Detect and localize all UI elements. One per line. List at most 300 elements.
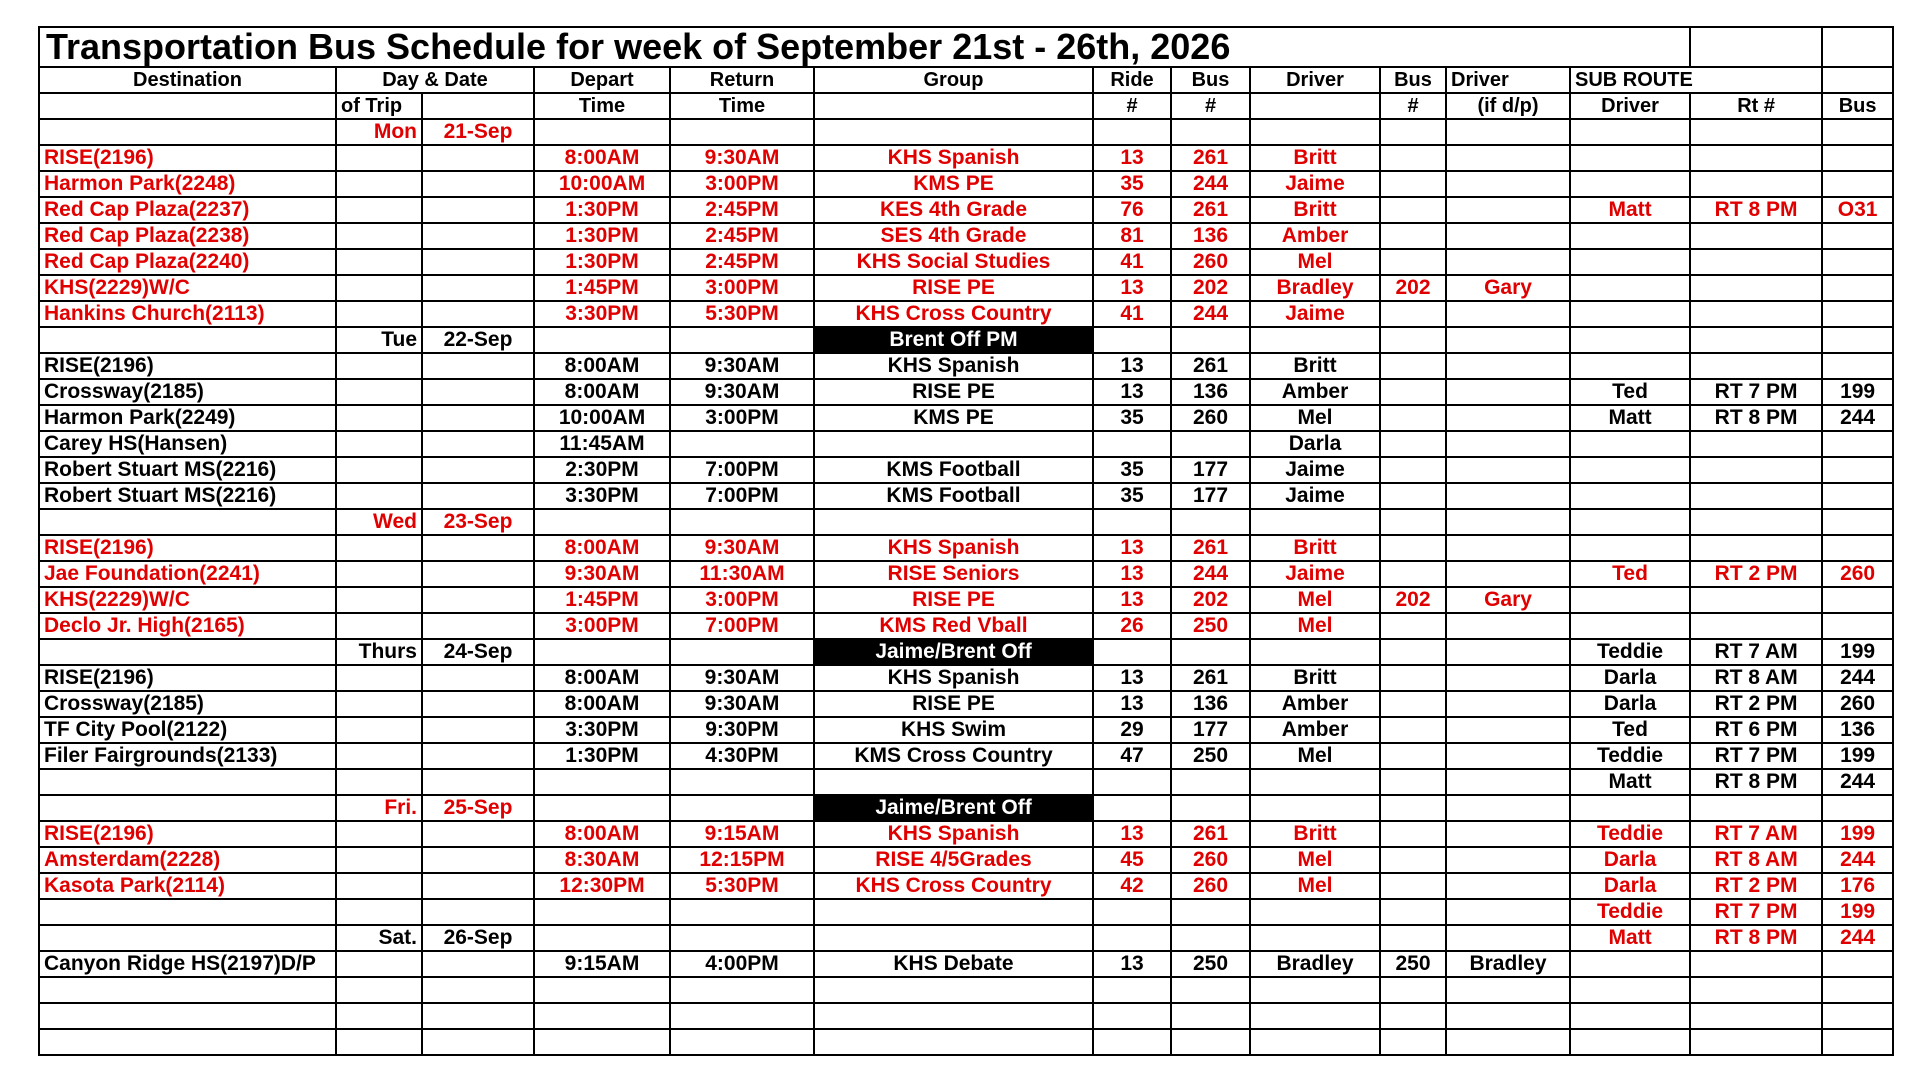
destination: Red Cap Plaza(2238) [39,223,336,249]
depart-time: 8:00AM [534,821,670,847]
sub-bus: 244 [1822,769,1893,795]
dp-bus-number [1380,535,1446,561]
sub-route-number: RT 2 PM [1690,561,1822,587]
header-blank [39,93,336,119]
blank-cell [422,665,534,691]
ride-number: 47 [1093,743,1171,769]
header-row-2 [39,93,1893,119]
sub-bus [1822,951,1893,977]
header-ride-num: # [1093,93,1171,119]
depart-time: 9:30AM [534,561,670,587]
blank-cell [422,717,534,743]
dp-bus-number [1380,561,1446,587]
blank-cell [422,821,534,847]
driver: Britt [1250,197,1380,223]
day-row [39,327,1893,353]
bus-number: 260 [1171,405,1250,431]
blank-cell [1093,119,1171,145]
header-depart: Depart [534,67,670,93]
header-return: Return [670,67,814,93]
sub-bus: O31 [1822,197,1893,223]
blank-cell [1093,1003,1171,1029]
driver: Amber [1250,717,1380,743]
return-time: 7:00PM [670,483,814,509]
blank-cell [336,483,422,509]
blank-cell [336,353,422,379]
blank-cell [336,301,422,327]
return-time: 3:00PM [670,405,814,431]
ride-number: 13 [1093,145,1171,171]
sub-driver: Matt [1570,197,1690,223]
ride-number [1093,769,1171,795]
blank-cell [670,795,814,821]
sub-route-number: RT 8 AM [1690,847,1822,873]
sub-bus: 244 [1822,665,1893,691]
sub-driver: Darla [1570,691,1690,717]
bus-number: 250 [1171,613,1250,639]
return-time: 9:30AM [670,665,814,691]
day-row [39,119,1893,145]
sub-driver [1570,457,1690,483]
blank-cell [670,1003,814,1029]
destination: Amsterdam(2228) [39,847,336,873]
header-bus-num: # [1171,93,1250,119]
bus-number: 261 [1171,535,1250,561]
blank-cell [422,379,534,405]
driver: Mel [1250,405,1380,431]
day-name: Sat. [336,925,422,951]
return-time: 2:45PM [670,249,814,275]
driver [1250,769,1380,795]
dp-driver [1446,743,1570,769]
sub-driver [1570,171,1690,197]
sub-route-number [1690,353,1822,379]
trip-row [39,561,1893,587]
destination: RISE(2196) [39,821,336,847]
blank-cell [422,301,534,327]
driver: Amber [1250,691,1380,717]
bus-number: 261 [1171,145,1250,171]
blank-cell [1171,1029,1250,1055]
blank-cell [1446,977,1570,1003]
dp-bus-number: 202 [1380,275,1446,301]
blank-cell [39,795,336,821]
destination: Harmon Park(2248) [39,171,336,197]
blank-cell [1171,327,1250,353]
trip-row [39,171,1893,197]
blank-cell [336,145,422,171]
dp-driver [1446,197,1570,223]
driver: Britt [1250,353,1380,379]
blank-cell [422,769,534,795]
blank-cell [39,1003,336,1029]
destination: RISE(2196) [39,665,336,691]
depart-time: 8:00AM [534,145,670,171]
bus-number [1171,769,1250,795]
blank-cell [336,223,422,249]
dp-bus-number [1380,379,1446,405]
blank-cell [422,951,534,977]
sub-route-number: RT 8 PM [1690,405,1822,431]
dp-driver: Gary [1446,587,1570,613]
destination [39,769,336,795]
blank-cell [422,197,534,223]
day-row [39,795,1893,821]
destination: Red Cap Plaza(2240) [39,249,336,275]
blank-cell [336,951,422,977]
driver: Mel [1250,743,1380,769]
dp-bus-number [1380,613,1446,639]
ride-number: 29 [1093,717,1171,743]
group: KHS Spanish [814,535,1093,561]
destination: Canyon Ridge HS(2197)D/P [39,951,336,977]
sub-driver: Matt [1570,405,1690,431]
ride-number [1093,431,1171,457]
destination: RISE(2196) [39,353,336,379]
blank-cell [422,275,534,301]
trip-row [39,873,1893,899]
group: KHS Cross Country [814,301,1093,327]
destination: Carey HS(Hansen) [39,431,336,457]
destination: KHS(2229)W/C [39,587,336,613]
sub-bus: 244 [1822,405,1893,431]
sub-driver: Darla [1570,873,1690,899]
return-time: 2:45PM [670,223,814,249]
bus-number: 177 [1171,483,1250,509]
group [814,431,1093,457]
blank-cell [1690,1029,1822,1055]
group: KHS Spanish [814,353,1093,379]
dp-driver [1446,379,1570,405]
blank-cell [336,379,422,405]
bus-number: 202 [1171,275,1250,301]
destination: Crossway(2185) [39,691,336,717]
sub-route-number: RT 2 PM [1690,873,1822,899]
driver: Bradley [1250,951,1380,977]
blank-cell [1250,1003,1380,1029]
ride-number: 13 [1093,691,1171,717]
header-bus: Bus [1171,67,1250,93]
header-sub-driver: Driver [1570,93,1690,119]
header-row-1 [39,67,1893,93]
sub-bus [1822,223,1893,249]
header-blank [1250,93,1380,119]
blank-cell [422,145,534,171]
sub-route-number: RT 2 PM [1690,691,1822,717]
ride-number: 13 [1093,353,1171,379]
blank-cell [422,457,534,483]
day-name: Fri. [336,795,422,821]
blank-cell [1093,977,1171,1003]
trip-row [39,613,1893,639]
blank-cell [670,639,814,665]
blank-cell [1171,1003,1250,1029]
depart-time [534,769,670,795]
trip-row [39,587,1893,613]
sub-route-number [1690,613,1822,639]
return-time: 9:30AM [670,145,814,171]
blank-cell [1380,1029,1446,1055]
sub-driver: Ted [1570,561,1690,587]
bus-number [1171,431,1250,457]
trip-row [39,223,1893,249]
destination: RISE(2196) [39,145,336,171]
depart-time: 1:45PM [534,587,670,613]
sub-driver: Matt [1570,769,1690,795]
depart-time: 1:30PM [534,197,670,223]
sub-bus [1822,535,1893,561]
day-date: 23-Sep [422,509,534,535]
blank-cell [1171,119,1250,145]
blank-cell [1171,925,1250,951]
sub-driver [1570,483,1690,509]
return-time: 3:00PM [670,587,814,613]
blank-cell [534,977,670,1003]
sub-route-number [1690,795,1822,821]
blank-cell [814,119,1093,145]
sub-driver [1570,951,1690,977]
bus-number: 261 [1171,821,1250,847]
sub-route-number [1690,457,1822,483]
blank-row [39,977,1893,1003]
sub-route-number: RT 7 PM [1690,899,1822,925]
blank-cell [336,769,422,795]
sub-driver [1570,275,1690,301]
ride-number: 13 [1093,535,1171,561]
destination: Hankins Church(2113) [39,301,336,327]
blank-cell [336,873,422,899]
blank-cell [1250,795,1380,821]
dp-bus-number [1380,665,1446,691]
dp-bus-number [1380,769,1446,795]
sub-route-number: RT 7 AM [1690,639,1822,665]
blank-cell [336,249,422,275]
depart-time: 9:15AM [534,951,670,977]
driver: Darla [1250,431,1380,457]
schedule-table [38,26,1894,1056]
blank-cell [1690,977,1822,1003]
blank-cell [1446,509,1570,535]
return-time [670,899,814,925]
blank-cell [336,171,422,197]
trip-row [39,483,1893,509]
blank-cell [670,119,814,145]
header-bus-2: Bus [1380,67,1446,93]
sub-bus: 260 [1822,561,1893,587]
title-row [39,27,1893,67]
blank-cell [336,457,422,483]
dp-bus-number [1380,457,1446,483]
blank-cell [39,119,336,145]
sub-route-number: RT 8 PM [1690,197,1822,223]
dp-driver [1446,691,1570,717]
off-banner: Jaime/Brent Off [814,639,1093,665]
trip-row [39,275,1893,301]
return-time: 9:30AM [670,353,814,379]
dp-bus-number [1380,847,1446,873]
driver: Mel [1250,847,1380,873]
sub-bus: 136 [1822,717,1893,743]
group: KMS Cross Country [814,743,1093,769]
sub-route-number [1690,587,1822,613]
header-return-time: Time [670,93,814,119]
blank-cell [814,1029,1093,1055]
destination: Kasota Park(2114) [39,873,336,899]
dp-driver [1446,223,1570,249]
sub-bus [1822,327,1893,353]
blank-cell [1570,1029,1690,1055]
header-destination: Destination [39,67,336,93]
dp-bus-number: 202 [1380,587,1446,613]
dp-driver [1446,145,1570,171]
blank-cell [1380,977,1446,1003]
group: RISE PE [814,379,1093,405]
depart-time [534,899,670,925]
day-row [39,639,1893,665]
blank-cell [1446,1003,1570,1029]
blank-row [39,1029,1893,1055]
blank-cell [1093,1029,1171,1055]
depart-time: 3:00PM [534,613,670,639]
day-date: 26-Sep [422,925,534,951]
title-blank-cell [1822,27,1893,67]
group: RISE Seniors [814,561,1093,587]
group: KHS Spanish [814,821,1093,847]
blank-cell [670,327,814,353]
sub-bus [1822,587,1893,613]
depart-time: 1:45PM [534,275,670,301]
blank-row [39,1003,1893,1029]
bus-number: 177 [1171,457,1250,483]
bus-number: 202 [1171,587,1250,613]
dp-driver [1446,249,1570,275]
blank-cell [336,691,422,717]
destination: Declo Jr. High(2165) [39,613,336,639]
sub-bus: 199 [1822,899,1893,925]
blank-cell [1446,1029,1570,1055]
trip-row [39,197,1893,223]
depart-time: 1:30PM [534,223,670,249]
ride-number [1093,899,1171,925]
sub-driver: Matt [1570,925,1690,951]
header-if-dp: (if d/p) [1446,93,1570,119]
blank-cell [1250,119,1380,145]
blank-cell [422,587,534,613]
blank-cell [336,587,422,613]
blank-cell [336,197,422,223]
ride-number: 35 [1093,457,1171,483]
ride-number: 13 [1093,951,1171,977]
sub-bus [1822,275,1893,301]
group [814,769,1093,795]
sub-bus [1822,301,1893,327]
blank-cell [336,1003,422,1029]
destination: KHS(2229)W/C [39,275,336,301]
bus-number: 260 [1171,873,1250,899]
dp-bus-number [1380,353,1446,379]
day-date: 24-Sep [422,639,534,665]
sub-driver [1570,613,1690,639]
bus-number: 250 [1171,951,1250,977]
sub-route-number: RT 7 PM [1690,379,1822,405]
blank-cell [1446,639,1570,665]
sub-route-number: RT 7 PM [1690,743,1822,769]
depart-time: 1:30PM [534,249,670,275]
sub-bus [1822,509,1893,535]
blank-cell [1380,1003,1446,1029]
driver: Britt [1250,145,1380,171]
group: RISE 4/5Grades [814,847,1093,873]
driver: Britt [1250,535,1380,561]
blank-cell [1380,327,1446,353]
ride-number: 13 [1093,561,1171,587]
blank-cell [534,1003,670,1029]
blank-cell [39,925,336,951]
driver: Britt [1250,821,1380,847]
dp-driver [1446,613,1570,639]
blank-cell [336,665,422,691]
dp-driver [1446,899,1570,925]
blank-cell [336,1029,422,1055]
trip-row [39,379,1893,405]
destination: Harmon Park(2249) [39,405,336,431]
off-banner: Brent Off PM [814,327,1093,353]
blank-cell [1822,1003,1893,1029]
destination: RISE(2196) [39,535,336,561]
page-title: Transportation Bus Schedule for week of September 21st - 26th, 2026 [39,27,1690,67]
driver: Mel [1250,613,1380,639]
driver: Jaime [1250,483,1380,509]
blank-cell [1250,327,1380,353]
ride-number: 35 [1093,483,1171,509]
group: KMS Football [814,483,1093,509]
blank-cell [422,431,534,457]
blank-cell [422,873,534,899]
sub-driver: Teddie [1570,743,1690,769]
trip-row [39,353,1893,379]
header-bus2-num: # [1380,93,1446,119]
return-time: 4:30PM [670,743,814,769]
blank-cell [336,717,422,743]
sub-driver: Ted [1570,717,1690,743]
bus-number: 260 [1171,249,1250,275]
dp-driver [1446,561,1570,587]
blank-cell [422,353,534,379]
blank-cell [814,1003,1093,1029]
depart-time: 12:30PM [534,873,670,899]
sub-route-number [1690,275,1822,301]
trip-row [39,535,1893,561]
dp-bus-number [1380,249,1446,275]
blank-cell [670,925,814,951]
blank-cell [670,1029,814,1055]
bus-number: 260 [1171,847,1250,873]
blank-cell [422,535,534,561]
blank-cell [1250,1029,1380,1055]
dp-bus-number [1380,899,1446,925]
sub-bus [1822,249,1893,275]
driver: Jaime [1250,301,1380,327]
blank-cell [1171,639,1250,665]
ride-number: 42 [1093,873,1171,899]
return-time: 7:00PM [670,457,814,483]
trip-row [39,145,1893,171]
return-time: 12:15PM [670,847,814,873]
blank-cell [1093,925,1171,951]
header-of-trip: of Trip [336,93,422,119]
group: KES 4th Grade [814,197,1093,223]
dp-bus-number [1380,223,1446,249]
